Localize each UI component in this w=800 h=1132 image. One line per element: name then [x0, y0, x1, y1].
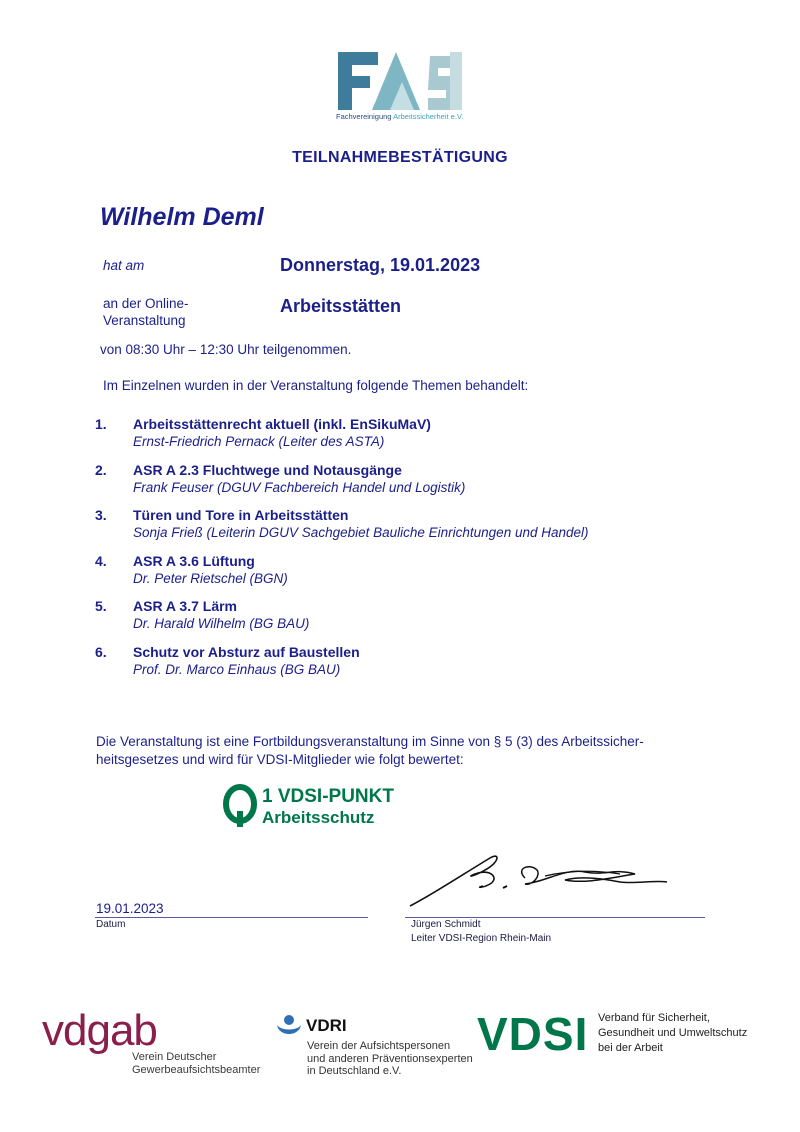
event-date: Donnerstag, 19.01.2023: [280, 255, 481, 275]
vdgab-subtitle: [132, 1051, 260, 1076]
vdri-logo: VDRI: [306, 1016, 347, 1035]
topic-speaker: Dr. Peter Rietschel (BGN): [133, 570, 288, 586]
topic-title: ASR A 3.6 Lüftung: [133, 552, 255, 569]
label-hat-am: hat am: [103, 258, 145, 273]
footer-date: 19.01.2023: [96, 901, 164, 916]
fasi-subtitle: [336, 112, 476, 121]
topic-number: 5.: [95, 598, 107, 615]
signer-name: Jürgen Schmidt: [411, 919, 481, 930]
note-line1: Die Veranstaltung ist eine Fortbildungsveranstaltung im Sinne von § 5 (3) des Arbeitssicher-: [96, 734, 644, 749]
vdsi-subtitle: [598, 1011, 747, 1056]
time-line: von 08:30 Uhr – 12:30 Uhr teilgenommen.: [100, 342, 352, 357]
topic-title: ASR A 3.7 Lärm: [133, 598, 237, 615]
signer-role: Leiter VDSI-Region Rhein-Main: [411, 933, 552, 944]
topic-item: [95, 596, 715, 642]
vdsi-sub-line3: bei der Arbeit: [598, 1042, 663, 1054]
event-name: Arbeitsstätten: [280, 296, 402, 316]
topic-number: 2.: [95, 461, 107, 478]
topic-title: ASR A 2.3 Fluchtwege und Notausgänge: [133, 461, 402, 478]
topic-list: [95, 414, 715, 688]
topic-speaker: Dr. Harald Wilhelm (BG BAU): [133, 616, 310, 632]
vdsi-sub-line2: Gesundheit und Umweltschutz: [598, 1027, 748, 1039]
certification-note: [96, 733, 716, 769]
participant-name: Wilhelm Deml: [100, 203, 264, 231]
label-an-der-line2: Veranstaltung: [103, 313, 186, 328]
topic-number: 6.: [95, 643, 107, 660]
vdgab-sub-line1: Verein Deutscher: [132, 1051, 217, 1063]
vdgab-logo: vdgab: [42, 1006, 157, 1055]
topic-title: Schutz vor Absturz auf Baustellen: [133, 643, 360, 660]
topic-number: 1.: [95, 416, 107, 432]
topic-item: [95, 551, 715, 597]
label-an-der-line1: an der Online-: [103, 296, 189, 311]
topic-item: [95, 505, 715, 551]
topic-number: 3.: [95, 507, 107, 524]
vdri-sub-line3: in Deutschland e.V.: [307, 1065, 402, 1077]
topic-speaker: Sonja Frieß (Leiterin DGUV Sachgebiet Bauliche Einrichtungen und Handel): [133, 525, 589, 541]
topic-item: [95, 460, 715, 506]
vdri-sub-line1: Verein der Aufsichtspersonen: [307, 1040, 451, 1052]
topic-item: [95, 414, 715, 460]
vdsi-logo: VDSI: [477, 1008, 589, 1060]
vdri-sub-line2: und anderen Präventionsexperten: [307, 1052, 473, 1065]
topic-title: Arbeitsstättenrecht aktuell (inkl. EnSikuMaV): [133, 416, 431, 432]
topic-speaker: Frank Feuser (DGUV Fachbereich Handel und Logistik): [133, 479, 466, 495]
fasi-subtitle-b: Arbeitssicherheit e.V.: [393, 112, 464, 121]
vdsi-punkt-line2: Arbeitsschutz: [262, 808, 375, 827]
signer-block: [411, 918, 551, 946]
vdri-person-icon: [276, 1013, 302, 1041]
vdsi-punkt-badge: [222, 783, 402, 827]
topic-speaker: Prof. Dr. Marco Einhaus (BG BAU): [133, 661, 341, 677]
fasi-subtitle-a: Fachvereinigung: [336, 112, 394, 121]
vdsi-sub-line1: Verband für Sicherheit,: [598, 1012, 710, 1024]
topic-number: 4.: [95, 552, 107, 569]
document-title: TEILNAHMEBESTÄTIGUNG: [292, 149, 508, 166]
vdri-subtitle: [307, 1040, 473, 1078]
topic-title: Türen und Tore in Arbeitsstätten: [133, 507, 349, 524]
topic-speaker: Ernst-Friedrich Pernack (Leiter des ASTA): [133, 434, 385, 449]
topics-intro: Im Einzelnen wurden in der Veranstaltung folgende Themen behandelt:: [103, 378, 529, 393]
vdsi-punkt-line1: 1 VDSI-PUNKT: [262, 786, 394, 807]
label-an-der: [103, 295, 189, 329]
topic-item: [95, 642, 715, 688]
vdgab-sub-line2: Gewerbeaufsichtsbeamter: [132, 1063, 261, 1076]
date-line: [95, 917, 368, 918]
note-line2: heitsgesetzes und wird für VDSI-Mitglieder wie folgt bewertet:: [96, 752, 464, 767]
signature: [405, 848, 675, 908]
date-label: Datum: [96, 919, 126, 930]
